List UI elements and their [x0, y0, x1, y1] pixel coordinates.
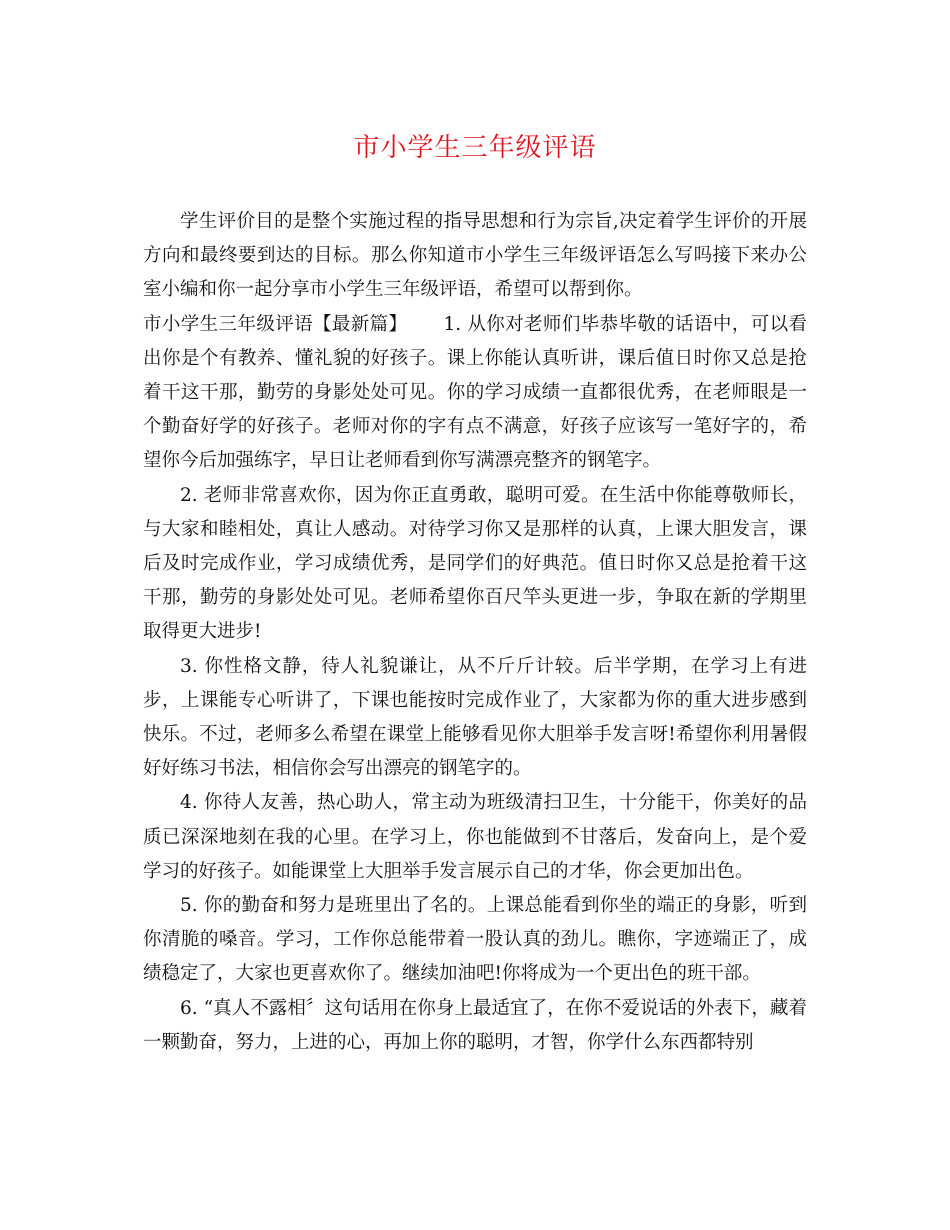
- comment-item-2: 2. 老师非常喜欢你，因为你正直勇敢，聪明可爱。在生活中你能尊敬师长，与大家和睦相处，真让人感动。对待学习你又是那样的认真，上课大胆发言，课后及时完成作业，学习成绩优秀，是同学们的好典范。值日时你又总是抢着干这干那，勤劳的身影处处可见。老师希望你百尺竿头更进一步，争取在新的学期里取得更大进步!: [143, 484, 807, 643]
- page-title: 市小学生三年级评语: [353, 133, 597, 163]
- comment-item-3: 3. 你性格文静，待人礼貌谦让，从不斤斤计较。后半学期，在学习上有进步，上课能专心听讲了，下课也能按时完成作业了，大家都为你的重大进步感到快乐。不过，老师多么希望在课堂上能够看见你大胆举手发言呀!希望你利用暑假好好练习书法，相信你会写出漂亮的钢笔字的。: [143, 655, 807, 780]
- comment-item-4: 4. 你待人友善，热心助人，常主动为班级清扫卫生，十分能干，你美好的品质已深深地刻在我的心里。在学习上，你也能做到不甘落后，发奋向上，是个爱学习的好孩子。如能课堂上大胆举手发言展示自己的才华，你会更加出色。: [143, 792, 807, 882]
- document-body: [143, 205, 807, 1060]
- section-heading: 市小学生三年级评语【最新篇】: [143, 313, 408, 335]
- section-paragraph: [143, 308, 807, 479]
- intro-paragraph: 学生评价目的是整个实施过程的指导思想和行为宗旨,决定着学生评价的开展方向和最终要到达的目标。那么你知道市小学生三年级评语怎么写吗接下来办公室小编和你一起分享市小学生三年级评语，希望可以帮到你。: [143, 211, 807, 301]
- comment-item-6: 6. “真人不露相〞这句话用在你身上最适宜了，在你不爱说话的外表下，藏着一颗勤奋，努力，上进的心，再加上你的聪明，才智，你学什么东西都特别: [143, 997, 807, 1053]
- comment-item-5: 5. 你的勤奋和努力是班里出了名的。上课总能看到你坐的端正的身影，听到你清脆的嗓音。学习，工作你总能带着一股认真的劲儿。瞧你，字迹端正了，成绩稳定了，大家也更喜欢你了。继续加油吧!你将成为一个更出色的班干部。: [143, 895, 807, 985]
- comment-item-1: 1. 从你对老师们毕恭毕敬的话语中，可以看出你是个有教养、懂礼貌的好孩子。课上你能认真听讲，课后值日时你又总是抢着干这干那，勤劳的身影处处可见。你的学习成绩一直都很优秀，在老师眼是一个勤奋好学的好孩子。老师对你的字有点不满意，好孩子应该写一笔好字的，希望你今后加强练字，早日让老师看到你写满漂亮整齐的钢笔字。: [143, 313, 807, 472]
